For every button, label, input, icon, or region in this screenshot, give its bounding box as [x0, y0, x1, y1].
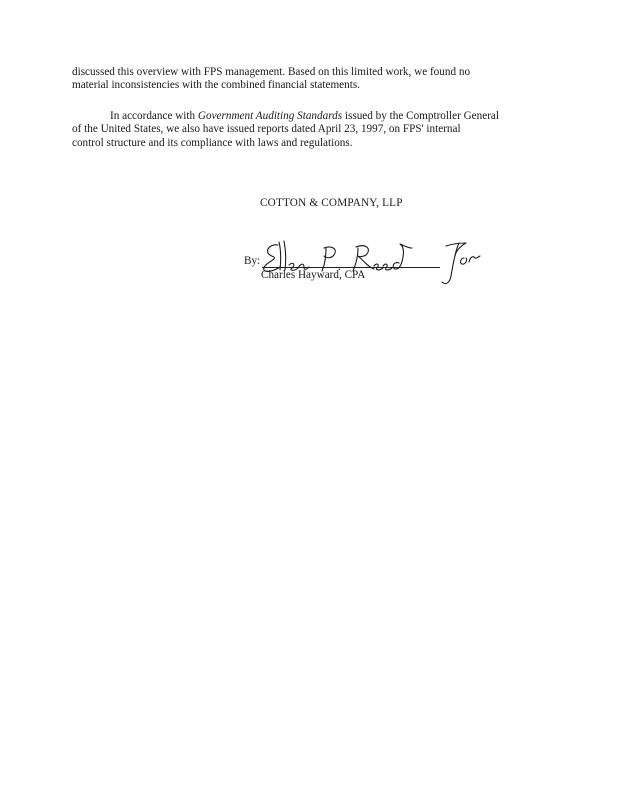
paragraph-text: issued by the Comptroller General [342, 110, 499, 122]
paragraph-standards [72, 110, 562, 150]
paragraph-line: of the United States, we also have issued reports dated April 23, 1997, on FPS' internal [72, 123, 461, 136]
paragraph-line: discussed this overview with FPS management. Based on this limited work, we found no [72, 66, 471, 78]
paragraph-overview [72, 66, 562, 93]
paragraph-line: control structure and its compliance with laws and regulations. [72, 136, 353, 149]
paragraph-text: In accordance with [110, 110, 198, 122]
firm-name: COTTON & COMPANY, LLP [260, 197, 403, 209]
signer-name: Charles Hayward, CPA [261, 269, 366, 281]
by-label: By: [244, 255, 261, 267]
paragraph-line [72, 110, 562, 123]
handwritten-signature [256, 236, 486, 290]
paragraph-line: material inconsistencies with the combined financial statements. [72, 79, 360, 92]
standards-title: Government Auditing Standards [197, 110, 343, 122]
